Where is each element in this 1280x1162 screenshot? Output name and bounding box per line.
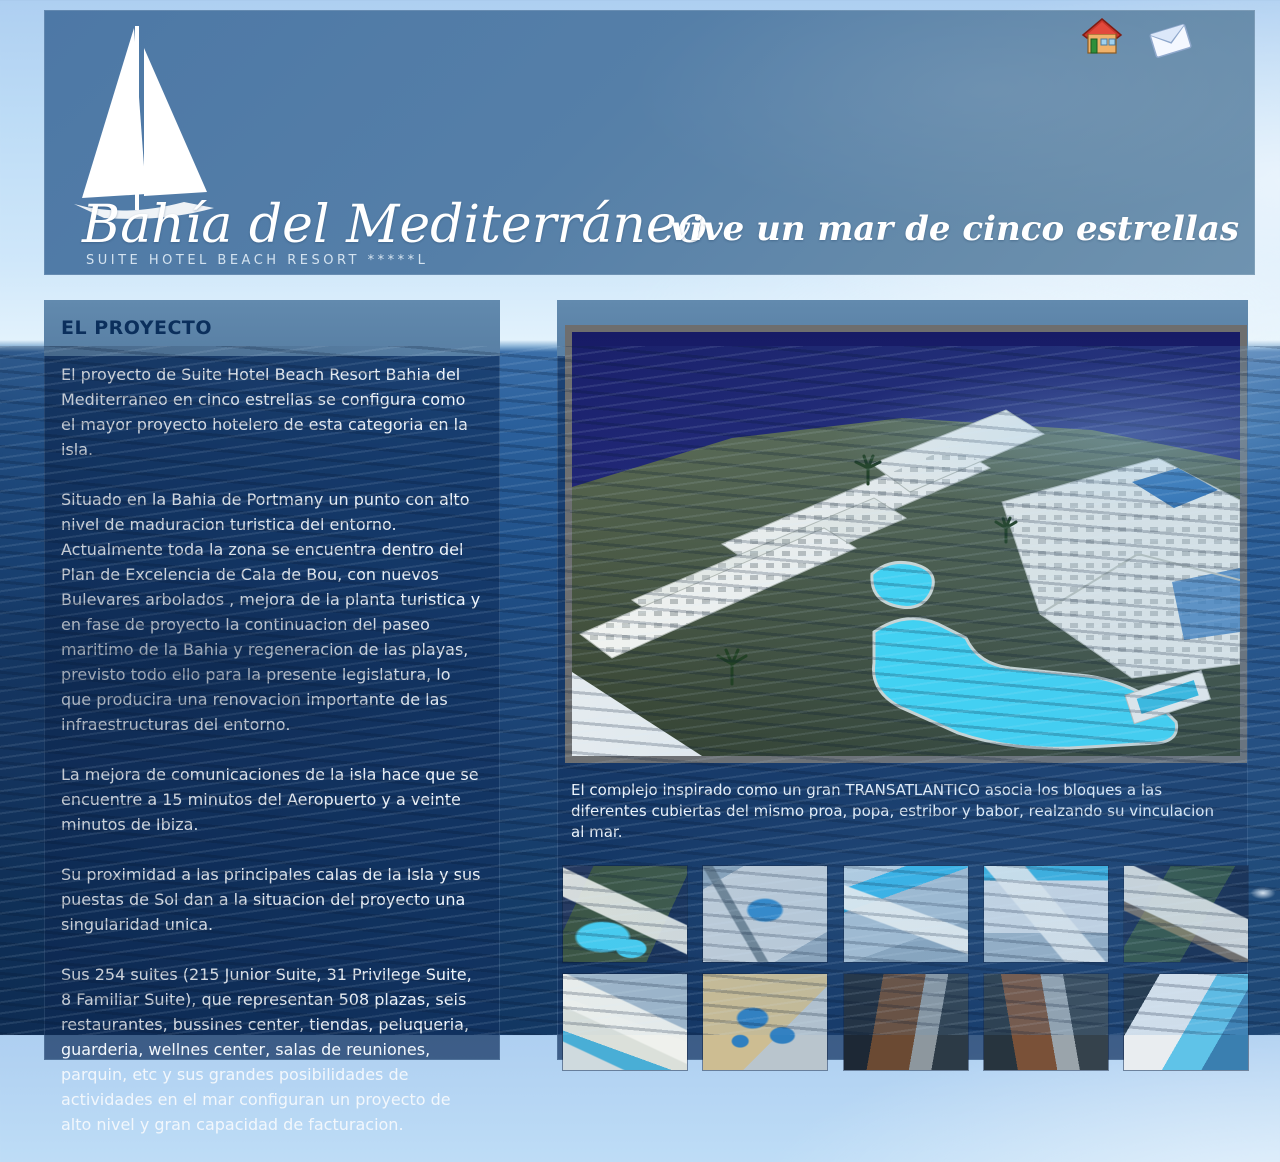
home-icon[interactable] <box>1081 17 1123 57</box>
thumb-aerial-dark-block[interactable] <box>1124 866 1248 962</box>
project-paragraph: La mejora de comunicaciones de la isla hace que se encuentre a 15 minutos del Aeropuerto y a veinte minutos de Ibiza. <box>61 765 479 834</box>
thumb-pool-plan-map[interactable] <box>703 974 827 1070</box>
thumb-aerial-night-pool[interactable] <box>563 866 687 962</box>
main-render-caption: El complejo inspirado como un gran TRANSATLANTICO asocia los bloques a las diferentes cubiertas del mismo proa, popa, estribor y babor, realzando su vinculacion al mar. <box>571 781 1214 841</box>
thumbnail-gallery <box>563 866 1248 1070</box>
thumb-site-plan-courtyard[interactable] <box>703 866 827 962</box>
thumb-suite-interior-1[interactable] <box>844 974 968 1070</box>
brand-title: Bahía del Mediterráneo <box>82 195 708 255</box>
thumb-aerial-seafront[interactable] <box>844 866 968 962</box>
project-paragraph: Situado en la Bahia de Portmany un punto con alto nivel de maduracion turistica del entorno. Actualmente toda la zona se encuentra dentro del Plan de Excelencia de Cala de Bou, con nuevos Bulevares arbolados , mejora de la planta turistica y en fase de proyecto la continuacion del paseo maritimo de la Bahia y regeneracion de las playas, previsto todo ello para la presente legislatura, lo que producira una renovacion importante de las infraestructuras del entorno. <box>61 490 481 734</box>
thumb-aerial-beachfront[interactable] <box>563 974 687 1070</box>
project-heading: EL PROYECTO <box>61 317 213 339</box>
main-render-image[interactable] <box>565 325 1247 763</box>
project-panel <box>44 300 500 1134</box>
thumb-suite-interior-2[interactable] <box>984 974 1108 1070</box>
project-paragraphs <box>61 362 483 1162</box>
brand-tagline: vive un mar de cinco estrellas <box>670 209 1239 249</box>
brand-subtitle: SUITE HOTEL BEACH RESORT *****L <box>86 253 429 268</box>
thumb-facade-block[interactable] <box>984 866 1108 962</box>
project-paragraph: El proyecto de Suite Hotel Beach Resort Bahia del Mediterraneo en cinco estrellas se configura como el mayor proyecto hotelero de esta categoria en la isla. <box>61 365 468 459</box>
gallery-panel <box>557 300 1248 1060</box>
project-panel-header <box>44 300 500 356</box>
thumb-suite-interior-pool-view[interactable] <box>1124 974 1248 1070</box>
mail-icon[interactable] <box>1147 19 1189 59</box>
project-paragraph: Su proximidad a las principales calas de la Isla y sus puestas de Sol dan a la situacion del proyecto una singularidad unica. <box>61 865 481 934</box>
project-paragraph: Sus 254 suites (215 Junior Suite, 31 Privilege Suite, 8 Familiar Suite), que representan 508 plazas, seis restaurantes, bussines center, tiendas, peluqueria, guarderia, wellnes center, salas de reuniones, parquin, etc y sus grandes posibilidades de actividades en el mar configuran un proyecto de alto nivel y gran capacidad de facturacion. <box>61 965 472 1134</box>
site-header <box>44 10 1255 275</box>
